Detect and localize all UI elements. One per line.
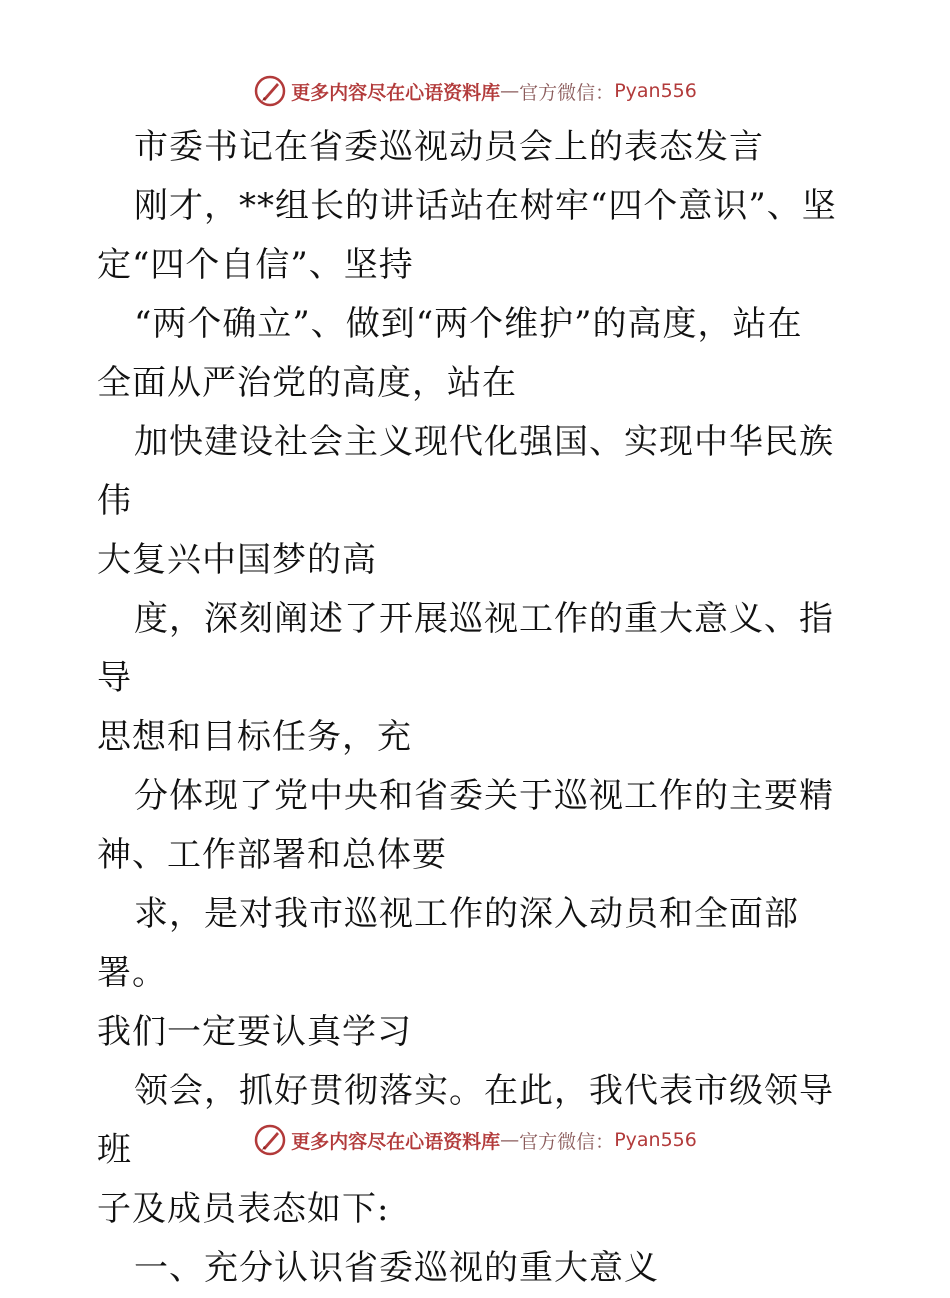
watermark-dash: — xyxy=(500,1129,520,1151)
watermark-dash: — xyxy=(500,80,520,102)
watermark-wechat-id: Pyan556 xyxy=(614,1129,697,1151)
paragraph-line: 刚才，**组长的讲话站在树牢“四个意识”、坚 xyxy=(134,186,837,226)
watermark-footer xyxy=(0,1117,950,1163)
watermark-wechat-label: 官方微信： xyxy=(519,81,615,104)
paragraph-line: 定“四个自信”、坚持 xyxy=(97,245,414,285)
quill-pen-circle-icon xyxy=(253,1123,287,1157)
paragraph-line: 思想和目标任务，充 xyxy=(97,717,412,757)
paragraph-line: 度，深刻阐述了开展巡视工作的重大意义、指导 xyxy=(97,599,834,698)
paragraph-line: 领会，抓好贯彻落实。在此，我代表市级领导班 xyxy=(97,1071,834,1170)
paragraph-line: 我们一定要认真学习 xyxy=(97,1012,412,1052)
watermark-wechat-label: 官方微信： xyxy=(519,1130,615,1153)
paragraph-line: 大复兴中国梦的高 xyxy=(97,540,377,580)
paragraph-line: 分体现了党中央和省委关于巡视工作的主要精 xyxy=(134,776,834,816)
watermark-header xyxy=(0,68,950,114)
paragraph-line: “两个确立”、做到“两个维护”的高度，站在 xyxy=(134,304,803,344)
paragraph-line: 子及成员表态如下: xyxy=(97,1189,390,1229)
document-title: 市委书记在省委巡视动员会上的表态发言 xyxy=(134,127,764,167)
watermark-brand: 更多内容尽在心语资料库 xyxy=(291,1130,501,1153)
watermark-brand: 更多内容尽在心语资料库 xyxy=(291,81,501,104)
quill-pen-circle-icon xyxy=(253,74,287,108)
watermark-wechat-id: Pyan556 xyxy=(614,80,697,102)
paragraph-line: 全面从严治党的高度，站在 xyxy=(97,363,517,403)
section-heading: 一、充分认识省委巡视的重大意义 xyxy=(134,1248,659,1288)
paragraph-line: 神、工作部署和总体要 xyxy=(97,835,447,875)
paragraph-line: 加快建设社会主义现代化强国、实现中华民族伟 xyxy=(97,422,834,521)
paragraph-line: 求，是对我市巡视工作的深入动员和全面部署。 xyxy=(97,894,799,993)
